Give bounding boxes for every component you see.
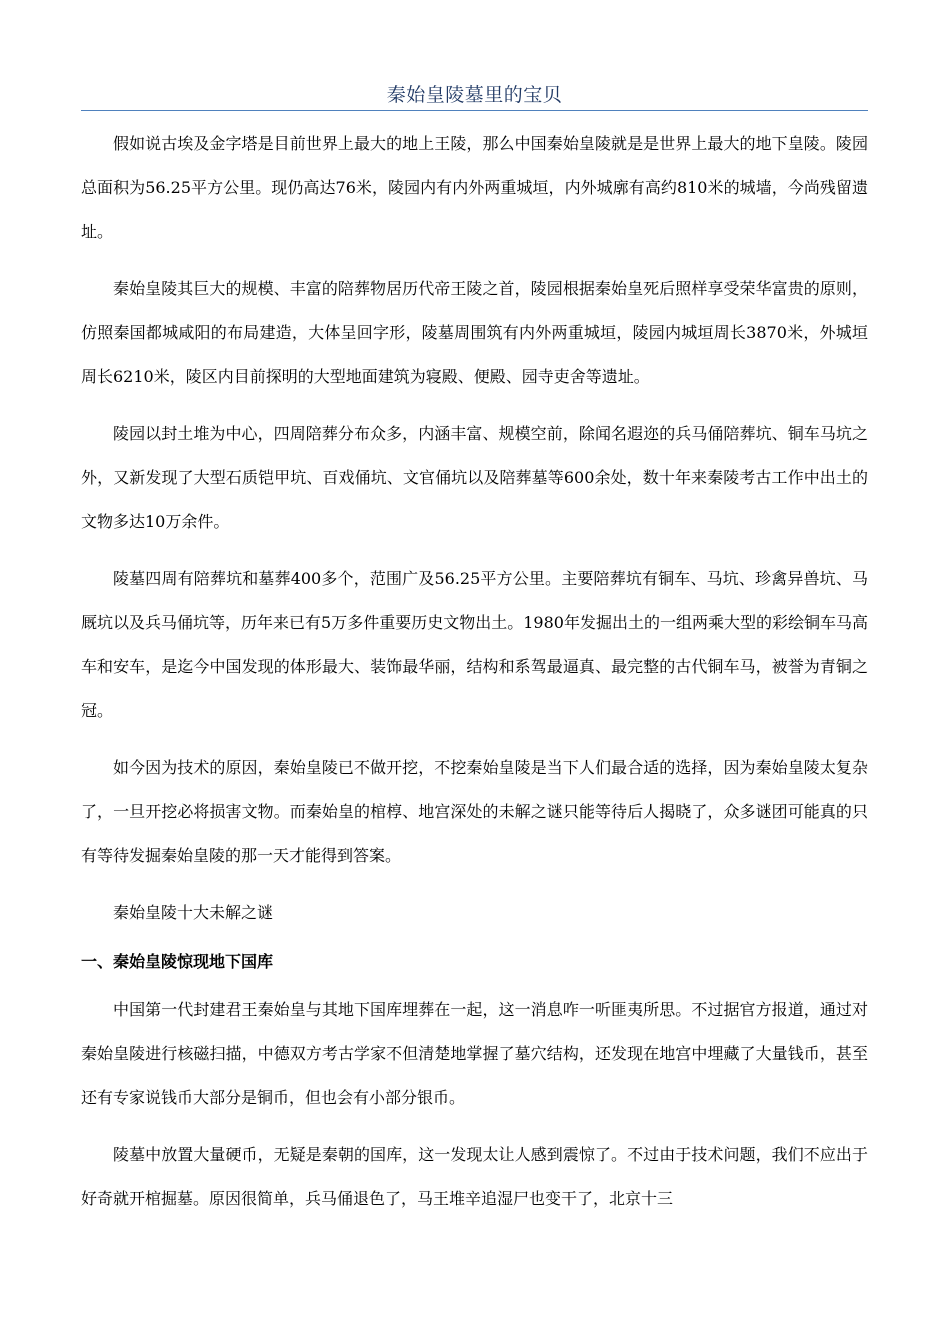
- paragraph-coins: 陵墓中放置大量硬币，无疑是秦朝的国库，这一发现太让人感到震惊了。不过由于技术问题，我们不应出于好奇就开棺掘墓。原因很简单，兵马俑退色了，马王堆辛追湿尸也变干了，北京十三: [81, 1145, 868, 1208]
- document-header: [81, 80, 868, 111]
- paragraph-burial-pits: 陵园以封土堆为中心，四周陪葬分布众多，内涵丰富、规模空前，除闻名遐迩的兵马俑陪葬坑、铜车马坑之外，又新发现了大型石质铠甲坑、百戏俑坑、文官俑坑以及陪葬墓等600余处，数十年来秦陵考古工作中出土的文物多达10万余件。: [81, 424, 868, 531]
- paragraph-intro: 假如说古埃及金字塔是目前世界上最大的地上王陵，那么中国秦始皇陵就是是世界上最大的地下皇陵。陵园总面积为56.25平方公里。现仍高达76米，陵园内有内外两重城垣，内外城廓有高约810米的城墙，今尚残留遗址。: [81, 134, 868, 241]
- paragraph-bronze-chariots: 陵墓四周有陪葬坑和墓葬400多个，范围广及56.25平方公里。主要陪葬坑有铜车、马坑、珍禽异兽坑、马厩坑以及兵马俑坑等，历年来已有5万多件重要历史文物出土。1980年发掘出土的一组两乘大型的彩绘铜车马高车和安车，是迄今中国发现的体形最大、装饰最华丽，结构和系驾最逼真、最完整的古代铜车马，被誉为青铜之冠。: [81, 569, 868, 720]
- document-title: 秦始皇陵墓里的宝贝: [386, 84, 563, 106]
- paragraph-treasury: 中国第一代封建君王秦始皇与其地下国库埋葬在一起，这一消息咋一听匪夷所思。不过据官方报道，通过对秦始皇陵进行核磁扫描，中德双方考古学家不但清楚地掌握了墓穴结构，还发现在地宫中埋藏了大量钱币，甚至还有专家说钱币大部分是铜币，但也会有小部分银币。: [81, 1000, 868, 1107]
- paragraph-excavation: 如今因为技术的原因，秦始皇陵已不做开挖，不挖秦始皇陵是当下人们最合适的选择，因为秦始皇陵太复杂了，一旦开挖必将损害文物。而秦始皇的棺椁、地宫深处的未解之谜只能等待后人揭晓了，众多谜团可能真的只有等待发掘秦始皇陵的那一天才能得到答案。: [81, 758, 868, 865]
- paragraph-mysteries-intro: 秦始皇陵十大未解之谜: [113, 903, 274, 922]
- section-heading: 一、秦始皇陵惊现地下国库: [81, 952, 274, 971]
- document-body: [81, 122, 868, 1234]
- paragraph-scale: 秦始皇陵其巨大的规模、丰富的陪葬物居历代帝王陵之首，陵园根据秦始皇死后照样享受荣华富贵的原则，仿照秦国都城咸阳的布局建造，大体呈回字形，陵墓周围筑有内外两重城垣，陵园内城垣周长3870米，外城垣周长6210米，陵区内目前探明的大型地面建筑为寝殿、便殿、园寺吏舍等遗址。: [81, 279, 868, 386]
